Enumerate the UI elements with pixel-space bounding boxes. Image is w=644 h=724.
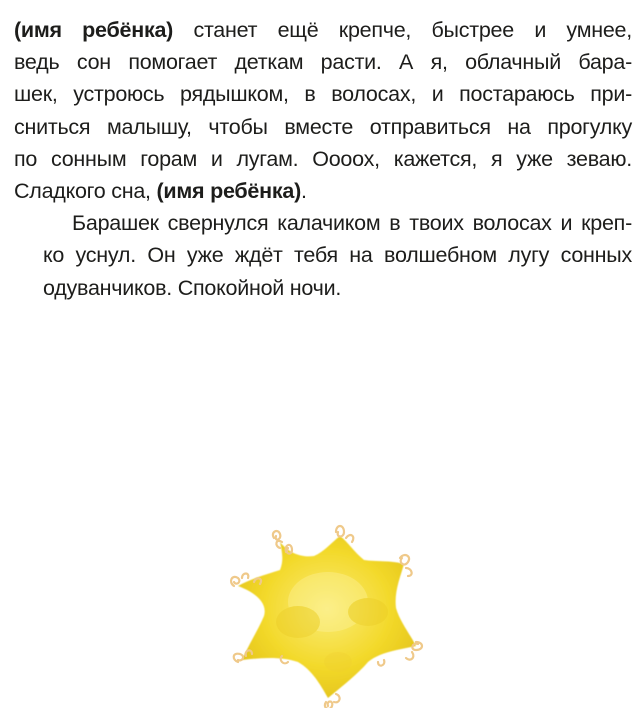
line-text: . bbox=[300, 179, 307, 204]
paragraph-1 bbox=[14, 14, 632, 207]
text-line-7: Барашек свернулся калачиком в твоих волосах и креп- bbox=[72, 211, 632, 236]
text-line-4: сниться малышу, чтобы вместе отправиться на прогулку bbox=[14, 114, 632, 139]
text-line-3: шек, устроюсь рядышком, в волосах, и постараюсь при- bbox=[14, 82, 632, 107]
line-text: Сладкого сна, bbox=[14, 179, 157, 204]
paragraph-2 bbox=[14, 207, 632, 304]
text-line-9: одуванчиков. Спокойной ночи. bbox=[43, 275, 342, 300]
child-name-placeholder: (имя ребёнка) bbox=[14, 18, 174, 42]
line-text: станет ещё крепче, быстрее и умнее, bbox=[173, 18, 632, 42]
text-line-2: ведь сон помогает деткам расти. А я, облачный бара- bbox=[14, 50, 632, 75]
story-text bbox=[14, 14, 632, 304]
text-line-8: ко уснул. Он уже ждёт тебя на волшебном лугу сонных bbox=[43, 243, 632, 268]
child-name-placeholder: (имя ребёнка) bbox=[156, 179, 301, 204]
text-line-6 bbox=[14, 175, 632, 207]
text-line-1 bbox=[14, 14, 632, 46]
yellow-star-sheep-illustration bbox=[228, 512, 434, 708]
text-line-5: по сонным горам и лугам. Оооох, кажется, я уже зеваю. bbox=[14, 146, 632, 171]
